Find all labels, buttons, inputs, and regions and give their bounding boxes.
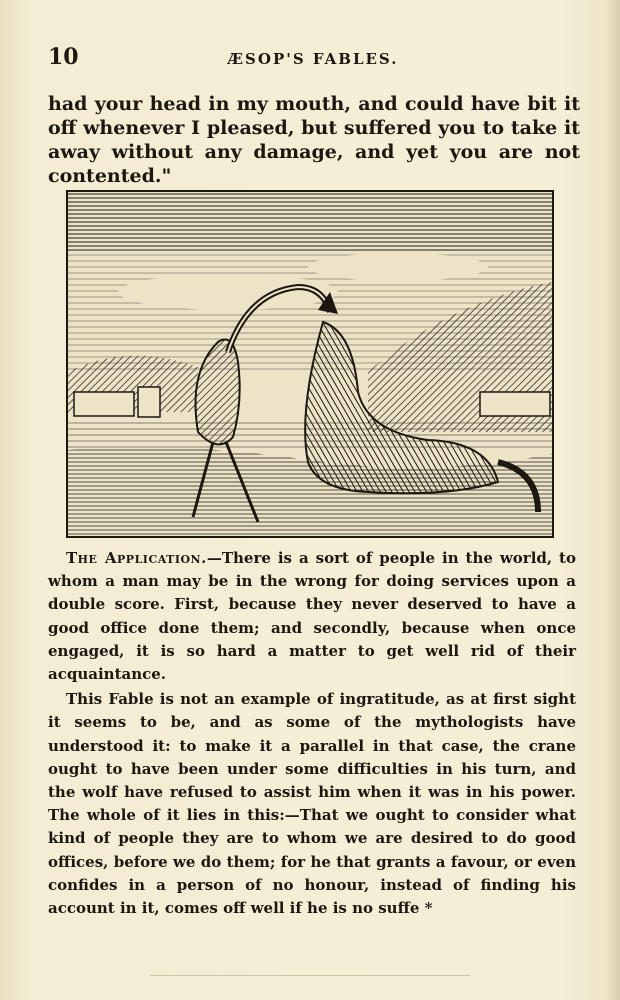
fable-ending-text <box>48 92 580 188</box>
application-paragraph <box>48 547 576 686</box>
intro-paragraph: had your head in my mouth, and could have bit it off whenever I pleased, but suffered you to take it away without any damage, and yet you are not contented." <box>48 93 580 187</box>
cloud <box>118 274 338 310</box>
woodcut-illustration <box>66 190 554 538</box>
application-heading: The Application. <box>66 549 207 567</box>
moral-paragraph: This Fable is not an example of ingratitude, as at first sight it seems to be, and as some of the mythologists have understood it: to make it a parallel in that case, the crane ought to have been under some difficulties in his turn, and the wolf have refused to assist him when it was in his power. The whole of it lies in this:—That we ought to consider what kind of people they are to whom we are desired to do good offices, before we do them; for he that grants a favour, or even confides in a person of no honour, instead of finding his account in it, comes off well if he is no suffe * <box>48 690 576 918</box>
running-title: ÆSOP'S FABLES. <box>227 50 399 68</box>
application-paragraph-text: —There is a sort of people in the world, to whom a man may be in the wrong for doing services upon a double score. First, because they never deserved to have a good office done them; and secondly, because when once engaged, it is so hard a matter to get well rid of their acquaintance. <box>48 549 576 684</box>
bottom-rule <box>150 975 470 976</box>
application-section <box>48 547 576 920</box>
sky-hatching <box>68 192 552 252</box>
page-gutter-shadow <box>606 0 620 1000</box>
bridge-building <box>74 392 134 416</box>
right-building <box>480 392 550 416</box>
running-head <box>48 44 578 74</box>
cloud <box>308 253 488 281</box>
page-number: 10 <box>48 44 79 70</box>
crane-and-wolf-engraving <box>68 192 552 536</box>
